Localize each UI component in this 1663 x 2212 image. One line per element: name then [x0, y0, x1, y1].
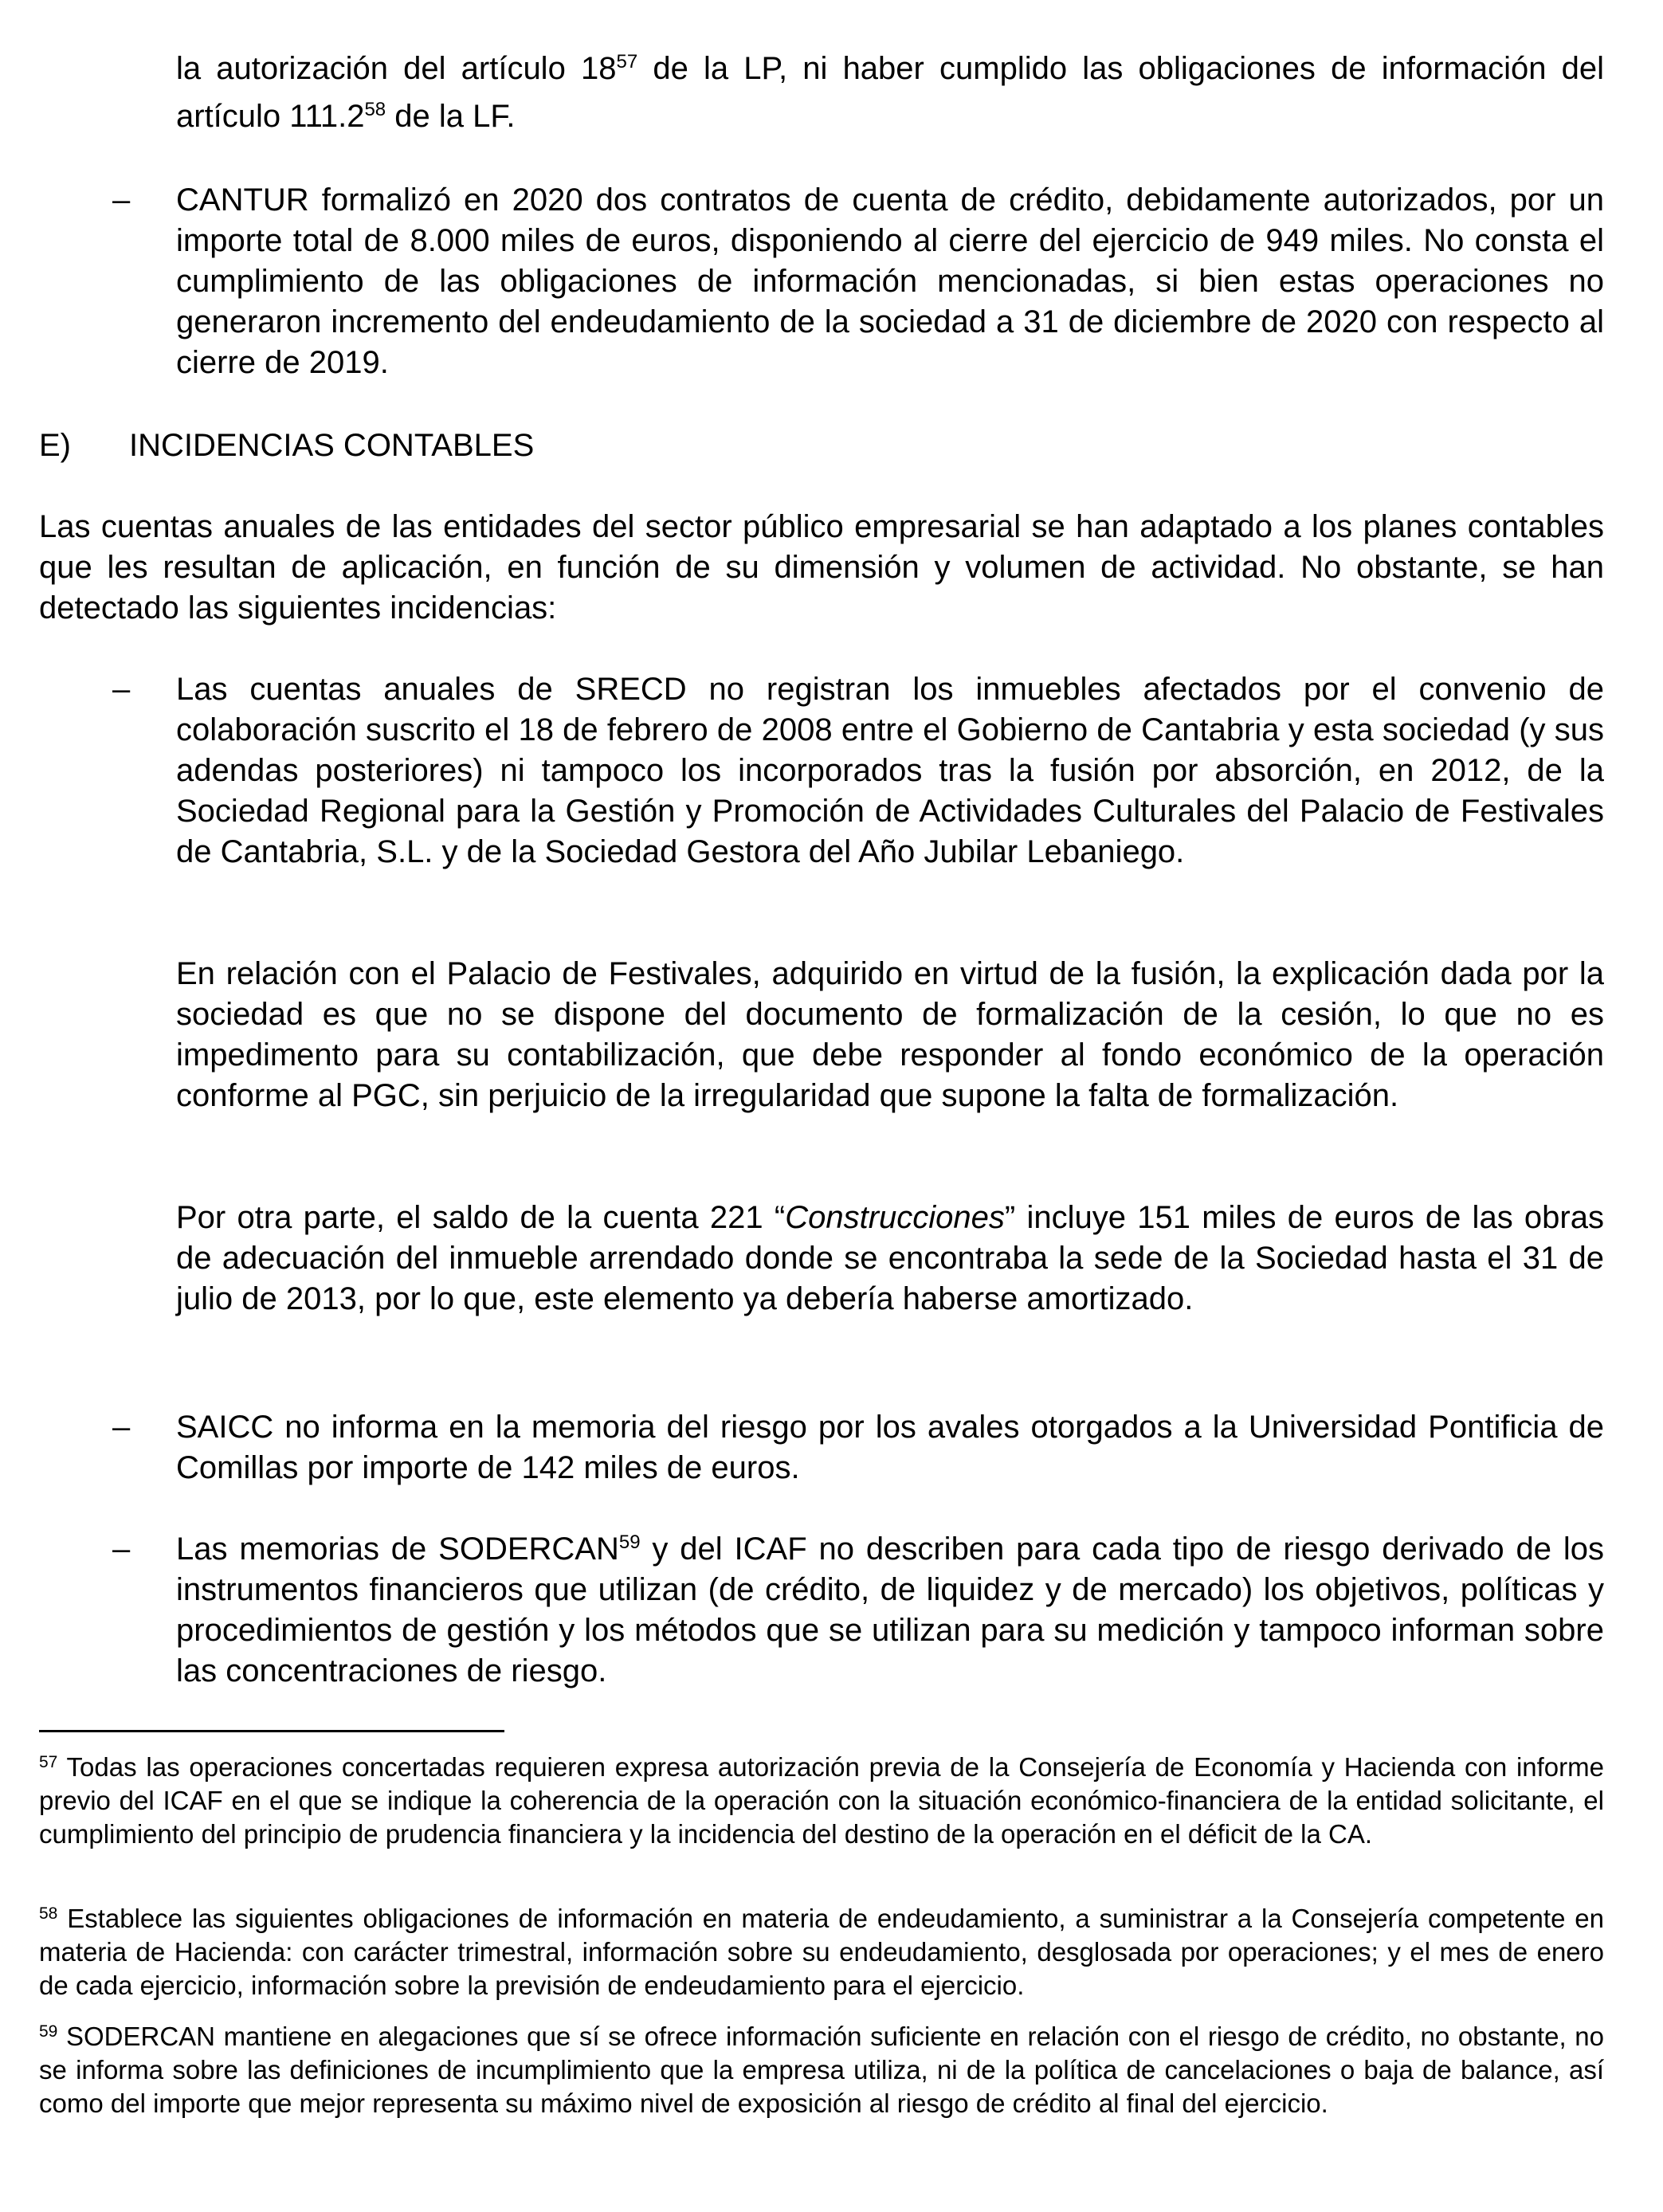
- text: de la LP, ni haber cumplido las obligaciones de información del artículo 111.2: [176, 51, 1604, 134]
- bullet-cantur: CANTUR formalizó en 2020 dos contratos de cuenta de crédito, debidamente autorizados, por un importe total de 8.000 miles de euros, disponiendo al cierre del ejercicio de 949 miles. No consta el cumplimiento de las obligaciones de información mencionadas, si bien estas operaciones no generaron incremento del endeudamiento de la sociedad a 31 de diciembre de 2020 con respecto al cierre de 2019.: [176, 182, 1604, 380]
- intro-paragraph: Las cuentas anuales de las entidades del sector público empresarial se han adaptado a los planes contables que les resultan de aplicación, en función de su dimensión y volumen de actividad. No obstante, se han detectado las siguientes incidencias:: [39, 509, 1604, 626]
- text: ” incluye 151 miles de euros de las obras de adecuación del inmueble arrendado donde se encontraba la sede de la Sociedad hasta el 31 de julio de 2013, por lo que, este elemento ya debería haberse amortizado.: [176, 1200, 1604, 1316]
- text: y del ICAF no describen para cada tipo de riesgo derivado de los instrumentos financieros que utilizan (de crédito, de liquidez y de mercado) los objetivos, políticas y procedimientos de gestión y los métodos que se utilizan para su medición y tampoco informan sobre las concentraciones de riesgo.: [176, 1532, 1604, 1688]
- bullet-saicc: SAICC no informa en la memoria del riesgo por los avales otorgados a la Universidad Pontificia de Comillas por importe de 142 miles de euros.: [176, 1410, 1604, 1485]
- footnote-57: [39, 1751, 1604, 1851]
- paragraph-construcciones: [176, 1198, 1604, 1320]
- text: Las memorias de SODERCAN: [176, 1532, 619, 1567]
- text: Por otra parte, el saldo de la cuenta 221 “: [176, 1200, 786, 1235]
- account-name: Construcciones: [785, 1200, 1005, 1235]
- footnote-59: [39, 2020, 1604, 2120]
- bullet-dash: –: [112, 672, 131, 707]
- footnote-number: 57: [39, 1753, 58, 1771]
- footnote-text: SODERCAN mantiene en alegaciones que sí se ofrece información suficiente en relación con el riesgo de crédito, no obstante, no se informa sobre las definiciones de incumplimiento que la empresa utiliza, ni de la política de cancelaciones o baja de balance, así como del importe que mejor representa su máximo nivel de exposición al riesgo de crédito al final del ejercicio.: [39, 2022, 1604, 2118]
- section-letter: E): [39, 428, 71, 463]
- bullet-dash: –: [112, 1532, 131, 1567]
- text: la autorización del artículo 18: [176, 51, 617, 86]
- footnote-number: 59: [39, 2022, 58, 2041]
- paragraph-palacio: En relación con el Palacio de Festivales, adquirido en virtud de la fusión, la explicación dada por la sociedad es que no se dispone del documento de formalización de la cesión, lo que no es impedimento para su contabilización, que debe responder al fondo económico de la operación conforme al PGC, sin perjuicio de la irregularidad que supone la falta de formalización.: [176, 956, 1604, 1113]
- bullet-sodercan: [176, 1529, 1604, 1692]
- bullet-dash: –: [112, 1410, 131, 1445]
- footnote-ref-58[interactable]: 58: [364, 99, 386, 120]
- footnote-separator: [39, 1730, 504, 1732]
- footnote-text: Todas las operaciones concertadas requieren expresa autorización previa de la Consejería de Economía y Hacienda con informe previo del ICAF en el que se indique la coherencia de la operación con la situación económico-financiera de la entidad solicitante, el cumplimiento del principio de prudencia financiera y la incidencia del destino de la operación en el déficit de la CA.: [39, 1752, 1604, 1849]
- bullet-srecd: Las cuentas anuales de SRECD no registran los inmuebles afectados por el convenio de colaboración suscrito el 18 de febrero de 2008 entre el Gobierno de Cantabria y esta sociedad (y sus adendas posteriores) ni tampoco los incorporados tras la fusión por absorción, en 2012, de la Sociedad Regional para la Gestión y Promoción de Actividades Culturales del Palacio de Festivales de Cantabria, S.L. y de la Sociedad Gestora del Año Jubilar Lebaniego.: [176, 672, 1604, 869]
- footnote-number: 58: [39, 1904, 58, 1923]
- section-heading: INCIDENCIAS CONTABLES: [129, 428, 535, 463]
- footnote-ref-57[interactable]: 57: [616, 51, 638, 73]
- footnote-ref-59[interactable]: 59: [618, 1532, 641, 1553]
- bullet-dash: –: [112, 182, 131, 218]
- text: de la LF.: [386, 99, 516, 134]
- footnote-58: [39, 1902, 1604, 2002]
- paragraph-continuation: [176, 45, 1604, 140]
- footnote-text: Establece las siguientes obligaciones de información en materia de endeudamiento, a suministrar a la Consejería competente en materia de Hacienda: con carácter trimestral, información sobre su endeudamiento, desglosada por operaciones; y el mes de enero de cada ejercicio, información sobre la previsión de endeudamiento para el ejercicio.: [39, 1904, 1604, 2000]
